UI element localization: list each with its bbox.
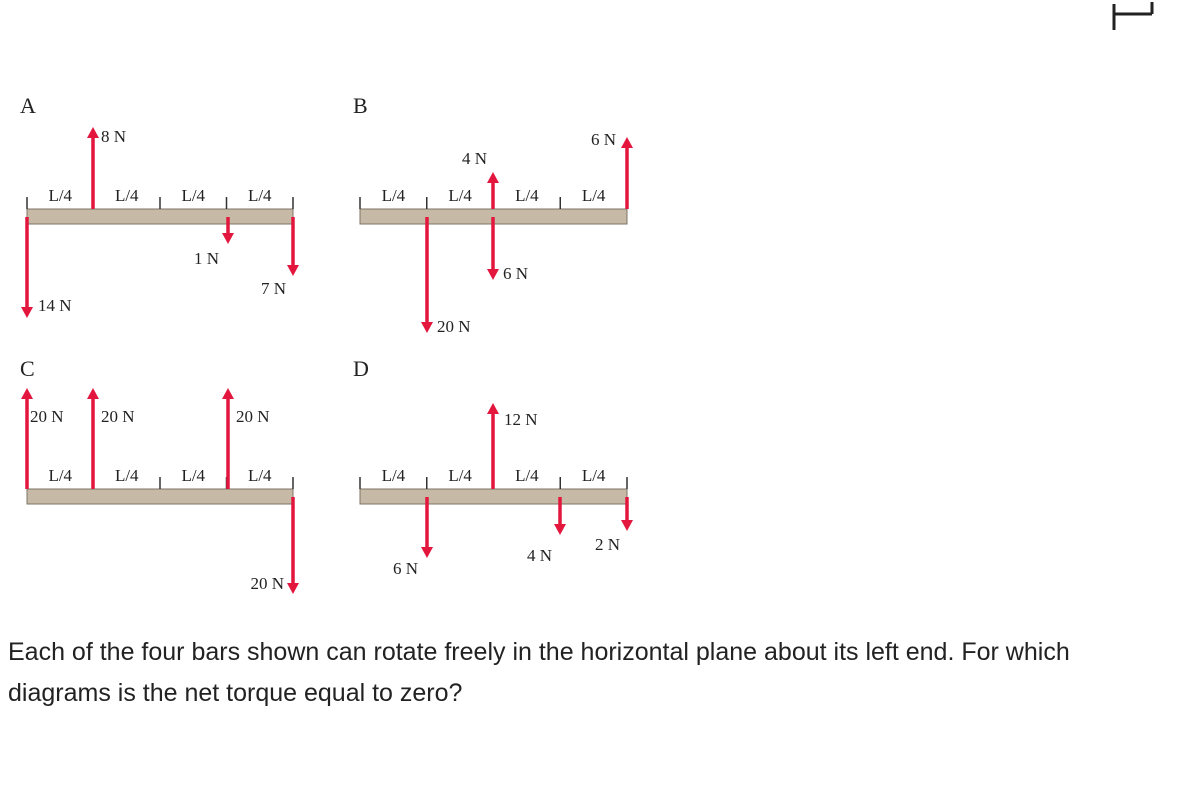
segment-label: L/4 (515, 186, 539, 205)
diagrams (20, 93, 633, 594)
force-label: 20 N (236, 407, 270, 426)
segment-label: L/4 (48, 186, 73, 205)
bar (27, 489, 293, 504)
force-arrow-up (87, 127, 99, 209)
force-label: 20 N (437, 317, 471, 336)
force-label: 20 N (101, 407, 135, 426)
force-arrow-down (21, 217, 33, 318)
comment-icon[interactable] (1114, 2, 1152, 30)
force-arrow-down (287, 497, 299, 594)
segment-label: L/4 (581, 186, 606, 205)
segment-label: L/4 (181, 466, 206, 485)
diagram-b (353, 93, 633, 336)
segment-label: L/4 (381, 466, 406, 485)
force-label: 12 N (504, 410, 538, 429)
force-arrow-up (621, 137, 633, 209)
force-arrow-up (87, 388, 99, 489)
diagram-label: B (353, 93, 368, 118)
force-label: 6 N (503, 264, 529, 283)
force-label: 4 N (461, 149, 487, 168)
diagram-a (20, 93, 299, 318)
diagram-label: C (20, 356, 35, 381)
segment-label: L/4 (448, 466, 472, 485)
segment-label: L/4 (114, 466, 139, 485)
force-label: 2 N (594, 535, 620, 554)
force-arrow-up (222, 388, 234, 489)
segment-label: L/4 (114, 186, 139, 205)
segment-label: L/4 (247, 466, 272, 485)
force-label: 6 N (392, 559, 418, 578)
segment-label: L/4 (448, 186, 472, 205)
force-label: 6 N (590, 130, 616, 149)
force-label: 8 N (101, 127, 127, 146)
diagram-c (20, 356, 299, 594)
force-arrow-down (487, 217, 499, 280)
segment-label: L/4 (181, 186, 206, 205)
force-arrow-down (421, 217, 433, 333)
force-label: 20 N (250, 574, 284, 593)
segment-label: L/4 (581, 466, 606, 485)
force-label: 20 N (30, 407, 64, 426)
segment-label: L/4 (381, 186, 406, 205)
force-label: 14 N (38, 296, 72, 315)
bar (27, 209, 293, 224)
diagram-d (353, 356, 633, 578)
question-text: Each of the four bars shown can rotate freely in the horizontal plane about its left end. For which diagrams is the net torque equal to zero? (8, 638, 1070, 707)
segment-label: L/4 (48, 466, 73, 485)
diagram-label: A (20, 93, 36, 118)
segment-label: L/4 (247, 186, 272, 205)
force-arrow-down (287, 217, 299, 276)
bar (360, 489, 627, 504)
force-label: 7 N (260, 279, 286, 298)
diagram-label: D (353, 356, 369, 381)
force-arrow-up (487, 403, 499, 489)
segment-label: L/4 (515, 466, 539, 485)
force-arrow-down (421, 497, 433, 558)
force-arrow-up (487, 172, 499, 209)
force-arrow-up (21, 388, 33, 489)
force-label: 4 N (526, 546, 552, 565)
force-label: 1 N (193, 249, 219, 268)
